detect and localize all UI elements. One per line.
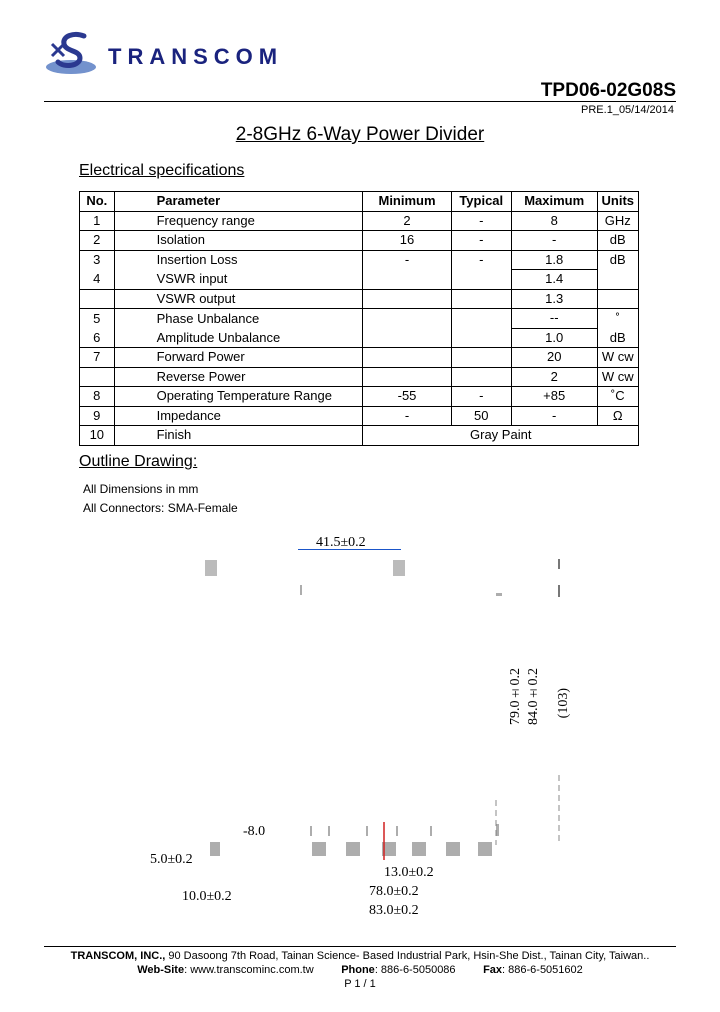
tick-mark xyxy=(496,593,502,596)
cell-units: W cw xyxy=(597,367,639,387)
hatch-mark xyxy=(393,560,405,576)
revision: PRE.1_05/14/2014 xyxy=(581,104,674,116)
outline-heading: Outline Drawing: xyxy=(79,453,198,470)
table-row xyxy=(80,426,639,446)
dim-height-ref: (103) xyxy=(556,688,571,719)
cell-max: 1.0 xyxy=(511,328,597,348)
cell-units: ˚C xyxy=(597,387,639,407)
connector-hatch xyxy=(210,842,220,856)
cell-typ xyxy=(451,270,511,290)
logo-mark-icon xyxy=(44,30,102,78)
website-label: Web-Site xyxy=(137,964,185,976)
footer-address-line xyxy=(0,950,720,962)
connector-hatch xyxy=(346,842,360,856)
connector-tick xyxy=(430,826,432,836)
cell-typ: - xyxy=(451,387,511,407)
connector-tick xyxy=(366,826,368,836)
connector-tick xyxy=(310,826,312,836)
connector-hatch xyxy=(478,842,492,856)
col-parameter: Parameter xyxy=(114,192,363,212)
cell-no: 7 xyxy=(80,348,115,368)
cell-param: Amplitude Unbalance xyxy=(114,328,363,348)
cell-no: 4 xyxy=(80,270,115,290)
cell-param: Finish xyxy=(114,426,363,446)
cell-no: 1 xyxy=(80,211,115,231)
document-title xyxy=(0,124,720,146)
cell-typ: - xyxy=(451,231,511,251)
cell-param: Phase Unbalance xyxy=(114,309,363,329)
table-row xyxy=(80,367,639,387)
cell-units: GHz xyxy=(597,211,639,231)
table-row xyxy=(80,211,639,231)
table-row xyxy=(80,231,639,251)
cell-units: dB xyxy=(597,250,639,270)
cell-no: 10 xyxy=(80,426,115,446)
cell-min xyxy=(363,289,451,309)
footer-address: 90 Dasoong 7th Road, Tainan Science- Based Industrial Park, Hsin-She Dist., Tainan City, Taiwan.. xyxy=(168,950,650,962)
spec-table xyxy=(79,191,639,446)
dim-length-83: 83.0±0.2 xyxy=(369,903,419,918)
cell-units: Ω xyxy=(597,406,639,426)
cell-min: - xyxy=(363,250,451,270)
cell-no xyxy=(80,367,115,387)
footer-company: TRANSCOM, INC., xyxy=(70,950,166,962)
table-row xyxy=(80,270,639,290)
cell-typ xyxy=(451,367,511,387)
cell-param: Operating Temperature Range xyxy=(114,387,363,407)
fax-value: : 886-6-5051602 xyxy=(502,964,583,976)
page-indicator: P 1 / 1 xyxy=(344,978,376,990)
table-row xyxy=(80,387,639,407)
cell-typ: - xyxy=(451,250,511,270)
dim-pitch: -8.0 xyxy=(243,824,266,839)
cell-min: 16 xyxy=(363,231,451,251)
cell-min xyxy=(363,328,451,348)
connector-hatch xyxy=(412,842,426,856)
table-row xyxy=(80,328,639,348)
cell-param: Forward Power xyxy=(114,348,363,368)
cell-max: 2 xyxy=(511,367,597,387)
tick-mark xyxy=(300,585,302,595)
table-row xyxy=(80,348,639,368)
cell-no: 9 xyxy=(80,406,115,426)
cell-param: Reverse Power xyxy=(114,367,363,387)
document-title-text: 2-8GHz 6-Way Power Divider xyxy=(235,124,485,145)
phone-label: Phone xyxy=(341,964,375,976)
hatch-mark xyxy=(205,560,217,576)
fax-label: Fax xyxy=(483,964,503,976)
dim-height-1: 79.0±0.2 xyxy=(508,668,523,725)
cell-typ: 50 xyxy=(451,406,511,426)
dim-length-78: 78.0±0.2 xyxy=(369,884,419,899)
cell-max: 8 xyxy=(511,211,597,231)
cell-param: VSWR output xyxy=(114,289,363,309)
dim-width: 41.5±0.2 xyxy=(316,535,366,550)
connector-tick xyxy=(496,824,499,836)
connectors-note: All Connectors: SMA-Female xyxy=(83,501,238,515)
cell-min xyxy=(363,270,451,290)
table-header-row xyxy=(80,192,639,212)
cell-max: 1.3 xyxy=(511,289,597,309)
dim-pitch-value: 8.0 xyxy=(247,824,266,839)
dim-offset-13: 13.0±0.2 xyxy=(384,865,434,880)
cell-min xyxy=(363,367,451,387)
cell-param: VSWR input xyxy=(114,270,363,290)
phone-value: : 886-6-5050086 xyxy=(374,964,456,976)
tick-mark xyxy=(558,559,560,569)
connector-hatch xyxy=(312,842,326,856)
table-row xyxy=(80,289,639,309)
part-number: TPD06-02G08S xyxy=(540,80,676,101)
cell-max: - xyxy=(511,406,597,426)
col-typical: Typical xyxy=(451,192,511,212)
cell-typ xyxy=(451,348,511,368)
cell-no: 2 xyxy=(80,231,115,251)
website-value: : www.transcominc.com.tw xyxy=(184,964,314,976)
cell-param: Insertion Loss xyxy=(114,250,363,270)
cell-no xyxy=(80,289,115,309)
cell-typ xyxy=(451,289,511,309)
col-minimum: Minimum xyxy=(363,192,451,212)
cell-min: 2 xyxy=(363,211,451,231)
col-units: Units xyxy=(597,192,639,212)
dim-height-2: 84.0±0.2 xyxy=(526,668,541,725)
cell-param: Isolation xyxy=(114,231,363,251)
cell-max: -- xyxy=(511,309,597,329)
table-row xyxy=(80,250,639,270)
dim-offset-10: 10.0±0.2 xyxy=(182,889,232,904)
cell-max: +85 xyxy=(511,387,597,407)
transcom-logo xyxy=(44,30,102,78)
cell-min: - xyxy=(363,406,451,426)
dimensions-note: All Dimensions in mm xyxy=(83,482,199,496)
cell-min: -55 xyxy=(363,387,451,407)
tick-mark xyxy=(558,585,560,597)
cell-units: dB xyxy=(597,328,639,348)
cell-no: 8 xyxy=(80,387,115,407)
cell-units xyxy=(597,270,639,290)
cell-units xyxy=(597,289,639,309)
cell-param: Impedance xyxy=(114,406,363,426)
col-maximum: Maximum xyxy=(511,192,597,212)
table-row xyxy=(80,309,639,329)
cell-units: ˚ xyxy=(597,309,639,329)
cell-units: dB xyxy=(597,231,639,251)
table-row xyxy=(80,406,639,426)
cell-no: 6 xyxy=(80,328,115,348)
cell-typ xyxy=(451,328,511,348)
cell-min xyxy=(363,348,451,368)
brand-name: TRANSCOM xyxy=(108,44,284,69)
dim-width-line xyxy=(298,549,401,550)
col-no: No. xyxy=(80,192,115,212)
cell-units: W cw xyxy=(597,348,639,368)
cell-finish: Gray Paint xyxy=(363,426,639,446)
cell-min xyxy=(363,309,451,329)
cell-max: 1.8 xyxy=(511,250,597,270)
cell-max: 1.4 xyxy=(511,270,597,290)
cell-max: 20 xyxy=(511,348,597,368)
header-divider xyxy=(44,101,676,102)
cell-typ xyxy=(451,309,511,329)
footer-divider xyxy=(44,946,676,947)
connector-tick xyxy=(328,826,330,836)
cell-no: 5 xyxy=(80,309,115,329)
connector-hatch xyxy=(446,842,460,856)
cell-param: Frequency range xyxy=(114,211,363,231)
dim-offset-5: 5.0±0.2 xyxy=(150,852,193,867)
hatch-marks xyxy=(205,559,560,597)
footer-contact-line xyxy=(0,964,720,976)
electrical-heading: Electrical specifications xyxy=(79,162,245,179)
cell-no: 3 xyxy=(80,250,115,270)
cell-max: - xyxy=(511,231,597,251)
connector-tick xyxy=(396,826,398,836)
cell-typ: - xyxy=(451,211,511,231)
